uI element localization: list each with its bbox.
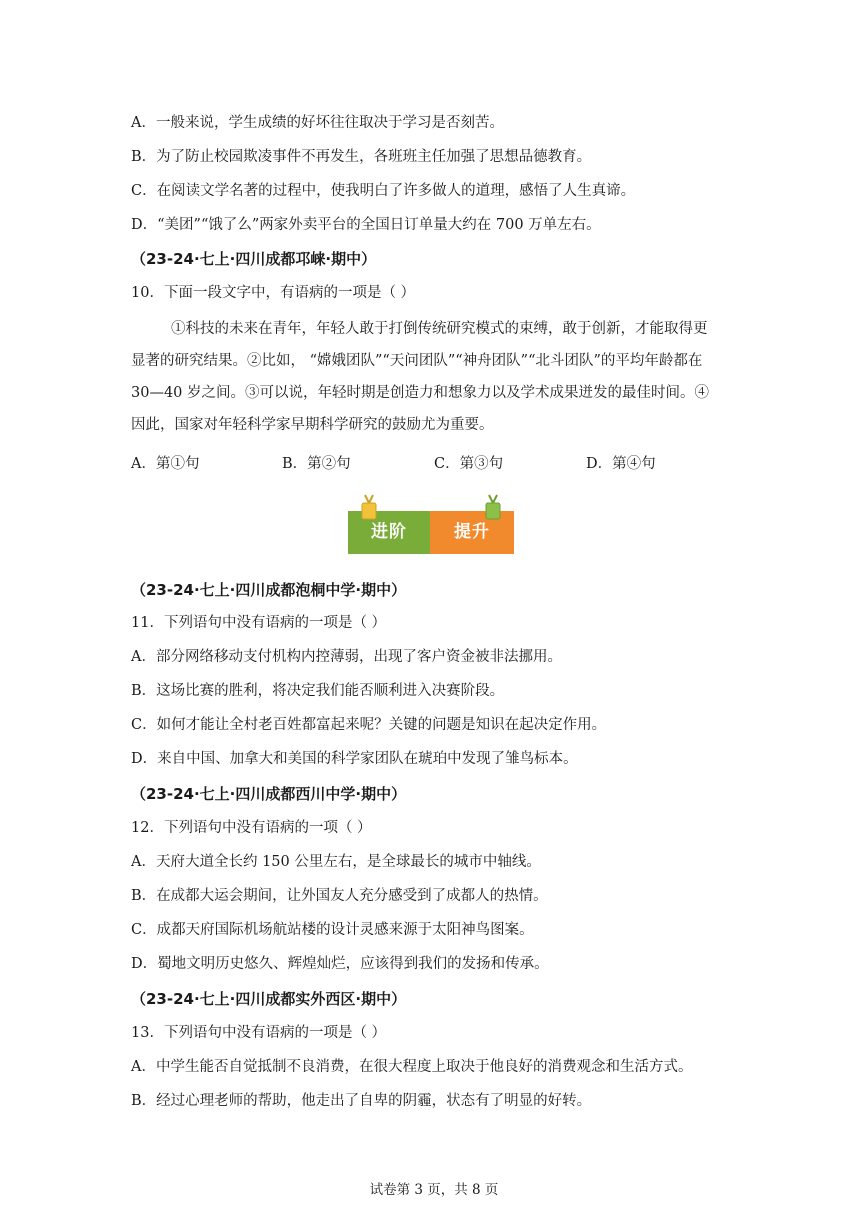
q13-option-b: B．经过心理老师的帮助，他走出了自卑的阴霾，状态有了明显的好转。 <box>131 1093 592 1109</box>
q9-option-c: C．在阅读文学名著的过程中，使我明白了许多做人的道理，感悟了人生真谛。 <box>131 183 636 199</box>
q11-option-d: D．来自中国、加拿大和美国的科学家团队在琥珀中发现了雏鸟标本。 <box>131 751 578 767</box>
page-footer: 试卷第 3 页，共 8 页 <box>369 1182 499 1198</box>
passage-line: ①科技的未来在青年，年轻人敢于打倒传统研究模式的束缚，敢于创新，才能取得更 <box>171 321 708 337</box>
q10-option-d: D．第④句 <box>586 456 656 472</box>
q10-option-a: A．第①句 <box>131 456 200 472</box>
q11-stem: 11．下列语句中没有语病的一项是（ ） <box>131 615 387 631</box>
passage-line: 因此，国家对年轻科学家早期科学研究的鼓励尤为重要。 <box>131 417 494 433</box>
q12-source: （23-24·七上·四川成都西川中学·期中） <box>131 785 407 803</box>
advance-banner <box>348 511 514 554</box>
q10-stem: 10．下面一段文字中，有语病的一项是（ ） <box>131 285 416 301</box>
q10-options <box>131 452 751 474</box>
q12-option-a: A．天府大道全长约 150 公里左右，是全球最长的城市中轴线。 <box>131 854 541 870</box>
banner-right: 提升 <box>430 511 514 554</box>
q9-option-d: D．“美团”“饿了么”两家外卖平台的全国日订单量大约在 700 万单左右。 <box>131 217 601 233</box>
passage-line: 显著的研究结果。②比如， “嫦娥团队”“天问团队”“神舟团队”“北斗团队”的平均年龄都在 <box>131 353 703 369</box>
q9-option-b: B．为了防止校园欺凌事件不再发生，各班班主任加强了思想品德教育。 <box>131 149 592 165</box>
q13-stem: 13．下列语句中没有语病的一项是（ ） <box>131 1025 387 1041</box>
q10-passage <box>131 313 743 441</box>
q11-option-b: B．这场比赛的胜利，将决定我们能否顺利进入决赛阶段。 <box>131 683 505 699</box>
q13-source: （23-24·七上·四川成都实外西区·期中） <box>131 990 407 1008</box>
q11-option-c: C．如何才能让全村老百姓都富起来呢？关键的问题是知识在起决定作用。 <box>131 717 607 733</box>
q12-option-d: D．蜀地文明历史悠久、辉煌灿烂，应该得到我们的发扬和传承。 <box>131 956 549 972</box>
q11-source: （23-24·七上·四川成都泡桐中学·期中） <box>131 581 407 599</box>
q10-source: （23-24·七上·四川成都邛崃·期中） <box>131 250 377 268</box>
q12-option-c: C．成都天府国际机场航站楼的设计灵感来源于太阳神鸟图案。 <box>131 922 534 938</box>
q12-option-b: B．在成都大运会期间，让外国友人充分感受到了成都人的热情。 <box>131 888 548 904</box>
q10-option-c: C．第③句 <box>434 456 504 472</box>
banner-left: 进阶 <box>348 511 430 554</box>
q13-option-a: A．中学生能否自觉抵制不良消费，在很大程度上取决于他良好的消费观念和生活方式。 <box>131 1059 693 1075</box>
q12-stem: 12．下列语句中没有语病的一项（ ） <box>131 820 372 836</box>
binder-clip-icon <box>360 493 378 521</box>
q11-option-a: A．部分网络移动支付机构内控薄弱，出现了客户资金被非法挪用。 <box>131 649 562 665</box>
binder-clip-icon <box>484 493 502 521</box>
q10-option-b: B．第②句 <box>282 456 351 472</box>
q9-option-a: A．一般来说，学生成绩的好坏往往取决于学习是否刻苦。 <box>131 115 504 131</box>
passage-line: 30—40 岁之间。③可以说，年轻时期是创造力和想象力以及学术成果迸发的最佳时间。④ <box>131 385 710 401</box>
